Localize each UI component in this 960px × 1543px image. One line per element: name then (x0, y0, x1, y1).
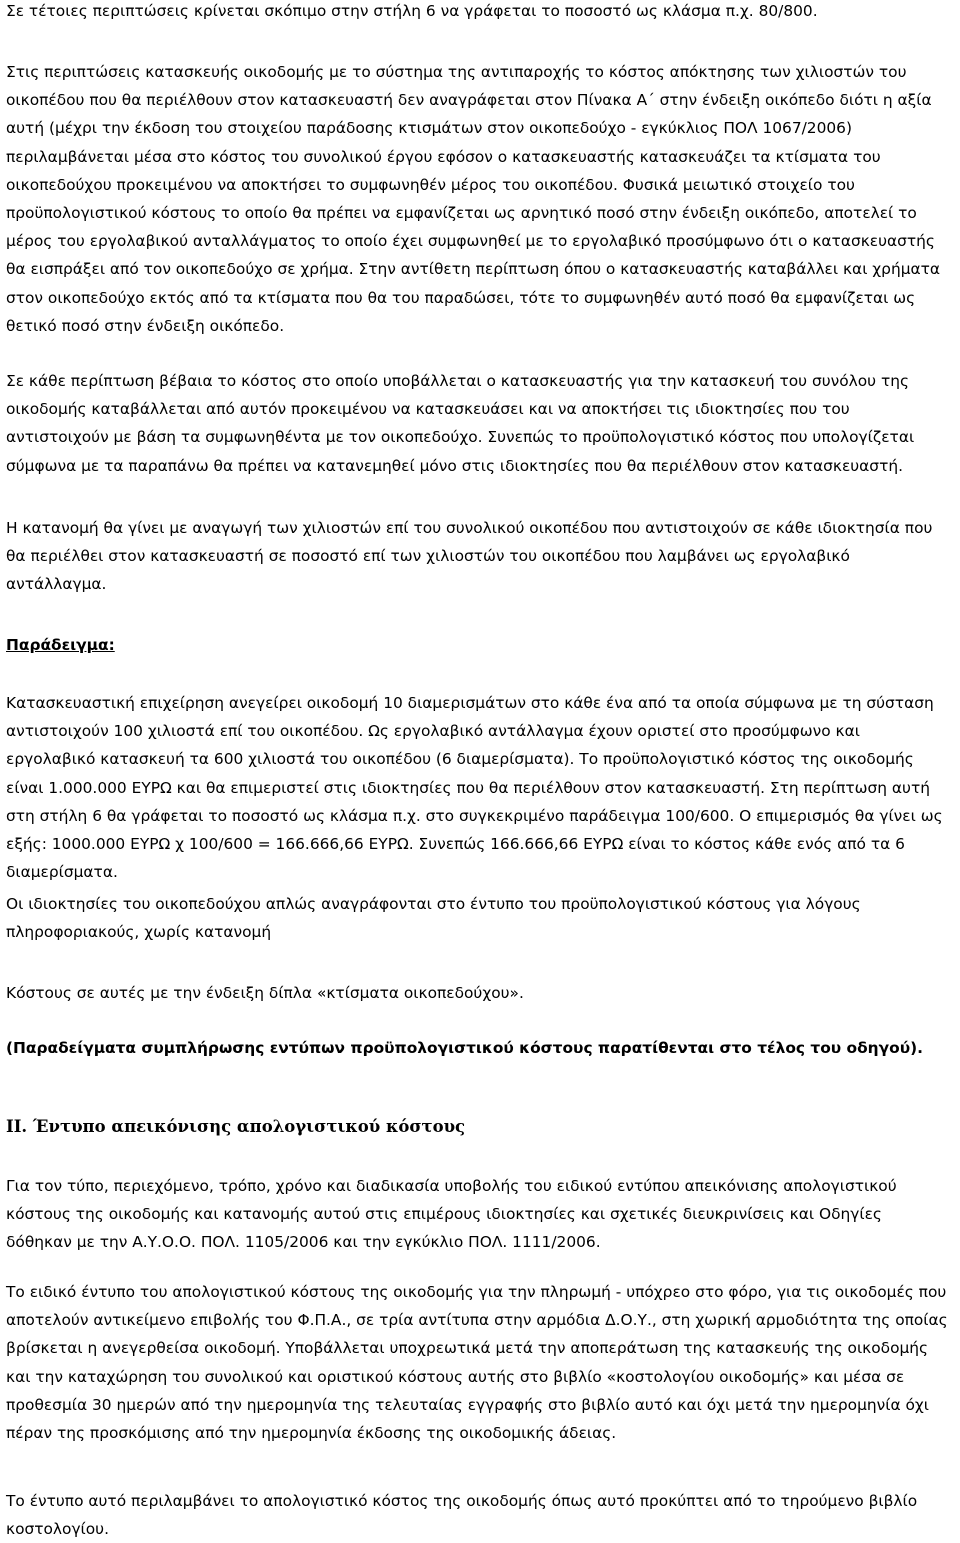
paragraph-owner-note: Κόστους σε αυτές με την ένδειξη δίπλα «κτίσματα οικοπεδούχου». (6, 984, 524, 1002)
section-heading: ΙΙ. Έντυπο απεικόνισης απολογιστικού κόστους (6, 1117, 466, 1136)
paragraph-distribution: Η κατανομή θα γίνει με αναγωγή των χιλιοστών επί του συνολικού οικοπέδου που αντιστοιχούν σε κάθε ιδιοκτησία που θα περιέλθει στον κατασκευαστή σε ποσοστό επί των χιλιοστών του οικοπέδου που λαμβάνει ως εργολαβικό αντάλλαγμα. (6, 519, 933, 594)
paragraph-example: Κατασκευαστική επιχείρηση ανεγείρει οικοδομή 10 διαμερισμάτων στο κάθε ένα από τα οποία σύμφωνα με τη σύσταση αντιστοιχούν 100 χιλιοστά επί του οικοπέδου. Ως εργολαβικό αντάλλαγμα έχουν οριστεί στο προσύμφωνο και εργολαβικό κατασκευή τα 600 χιλιοστά του οικοπέδου (6 διαμερίσματα). Το προϋπολογιστικό κόστος της οικοδομής είναι 1.000.000 ΕΥΡΩ και θα επιμεριστεί στις ιδιοκτησίες που θα περιέλθουν στον κατασκευαστή. Στη περίπτωση αυτή στη στήλη 6 θα γράφεται το ποσοστό ως κλάσμα π.χ. στο συγκεκριμένο παράδειγμα 100/600. Ο επιμερισμός θα γίνει ως εξής: 1000.000 ΕΥΡΩ χ 100/600 = 166.666,66 ΕΥΡΩ. Συνεπώς 166.666,66 ΕΥΡΩ είναι το κόστος κάθε ενός από τα 6 διαμερίσματα. (6, 694, 943, 882)
paragraph-examples-reference: (Παραδείγματα συμπλήρωσης εντύπων προϋπολογιστικού κόστους παρατίθενται στο τέλος του οδηγού). (6, 1039, 923, 1057)
paragraph-cost-allocation: Σε κάθε περίπτωση βέβαια το κόστος στο οποίο υποβάλλεται ο κατασκευαστής για την κατασκευή του συνόλου της οικοδομής καταβάλλεται από αυτόν προκειμένου να κατασκευάσει και να αποκτήσει τις ιδιοκτησίες που του αντιστοιχούν με βάση τα συμφωνηθέντα με τον οικοπεδούχο. Συνεπώς το προϋπολογιστικό κόστος που υπολογίζεται σύμφωνα με τα παραπάνω θα πρέπει να κατανεμηθεί μόνο στις ιδιοκτησίες που θα περιέλθουν στον κατασκευαστή. (6, 372, 915, 475)
paragraph-form-instructions: Για τον τύπο, περιεχόμενο, τρόπο, χρόνο και διαδικασία υποβολής του ειδικού εντύπου απεικόνισης απολογιστικού κόστους της οικοδομής και κατανομής αυτού στις επιμέρους ιδιοκτησίες και σχετικές διευκρινίσεις και Οδηγίες δόθηκαν με την Α.Υ.Ο.Ο. ΠΟΛ. 1105/2006 και την εγκύκλιο ΠΟΛ. 1111/2006. (6, 1177, 897, 1252)
paragraph-fraction-note: Σε τέτοιες περιπτώσεις κρίνεται σκόπιμο στην στήλη 6 να γράφεται το ποσοστό ως κλάσμα π.χ. 80/800. (6, 2, 818, 20)
paragraph-form-submission: Το ειδικό έντυπο του απολογιστικού κόστους της οικοδομής για την πληρωμή - υπόχρεο στο φόρο, για τις οικοδομές που αποτελούν αντικείμενο επιβολής του Φ.Π.Α., σε τρία αντίτυπα στην αρμόδια Δ.Ο.Υ., στη χωρική αρμοδιότητα της οποίας βρίσκεται η ανεγερθείσα οικοδομή. Υποβάλλεται υποχρεωτικά μετά την αποπεράτωση της κατασκευής της οικοδομής και την καταχώρηση του συνολικού και οριστικού κόστους αυτής στο βιβλίο «κοστολογίου οικοδομής» και μέσα σε προθεσμία 30 ημερών από την ημερομηνία της τελευταίας εγγραφής στο βιβλίο αυτό και όχι μετά την ημερομηνία όχι πέραν της προσκόμισης από την ημερομηνία έκδοσης της οικοδομικής άδειας. (6, 1283, 948, 1443)
example-heading: Παράδειγμα: (6, 636, 115, 654)
paragraph-antiparochi: Στις περιπτώσεις κατασκευής οικοδομής με το σύστημα της αντιπαροχής το κόστος απόκτησης των χιλιοστών του οικοπέδου που θα περιέλθουν στον κατασκευαστή δεν αναγράφεται στον Πίνακα Α΄ στην ένδειξη οικόπεδο διότι η αξία αυτή (μέχρι την έκδοση του στοιχείου παράδοσης κτισμάτων στον οικοπεδούχο - εγκύκλιος ΠΟΛ 1067/2006) περιλαμβάνεται μέσα στο κόστος του συνολικού έργου εφόσον ο κατασκευαστής κατασκευάζει τα κτίσματα του οικοπεδούχου προκειμένου να αποκτήσει το συμφωνηθέν μέρος του οικοπέδου. Φυσικά μειωτικό στοιχείο του προϋπολογιστικού κόστους το οποίο θα πρέπει να εμφανίζεται ως αρνητικό ποσό στην ένδειξη οικόπεδο, αποτελεί το μέρος του εργολαβικού ανταλλάγματος το οποίο έχει συμφωνηθεί με το εργολαβικό προσύμφωνο ότι ο κατασκευαστής θα εισπράξει από τον οικοπεδούχο σε χρήμα. Στην αντίθετη περίπτωση όπου ο κατασκευαστής καταβάλλει και χρήματα στον οικοπεδούχο εκτός από τα κτίσματα που θα του παραδώσει, τότε το συμφωνηθέν αυτό ποσό θα εμφανίζεται ως θετικό ποσό στην ένδειξη οικόπεδο. (6, 63, 941, 335)
paragraph-owner-properties: Οι ιδιοκτησίες του οικοπεδούχου απλώς αναγράφονται στο έντυπο του προϋπολογιστικού κόστους για λόγους πληροφοριακούς, χωρίς κατανομή (6, 895, 861, 942)
paragraph-form-contents: Το έντυπο αυτό περιλαμβάνει το απολογιστικό κόστος της οικοδομής όπως αυτό προκύπτει από το τηρούμενο βιβλίο κοστολογίου. (6, 1492, 918, 1539)
